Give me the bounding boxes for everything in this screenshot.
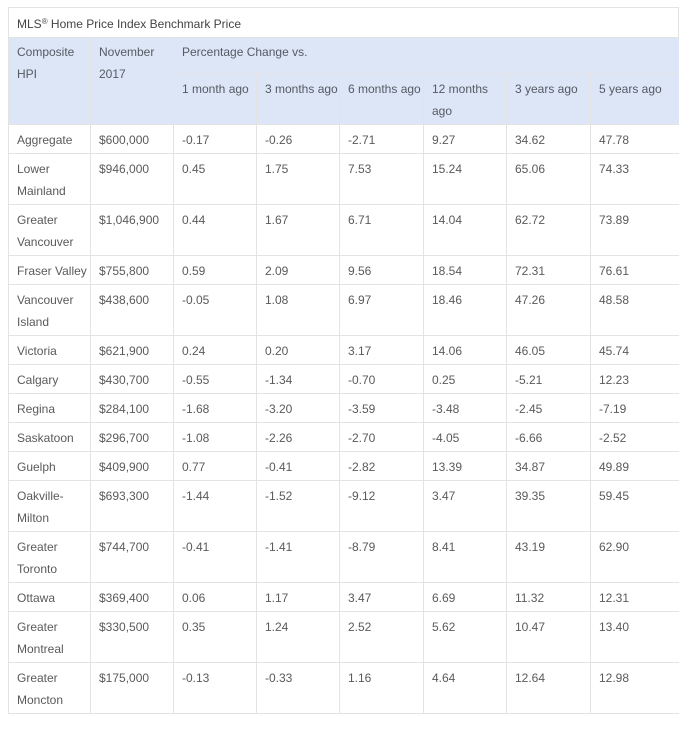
- percent-change-cell: -2.70: [340, 423, 424, 452]
- table-row: [9, 583, 679, 612]
- benchmark-price: $755,800: [91, 256, 174, 285]
- percent-change-cell: 76.61: [591, 256, 679, 285]
- percent-change-cell: 0.44: [174, 205, 257, 256]
- table-row: [9, 336, 679, 365]
- percent-change-cell: 12.98: [591, 663, 679, 714]
- benchmark-price: $330,500: [91, 612, 174, 663]
- period-header: 12 months ago: [424, 74, 507, 125]
- percent-change-cell: 65.06: [507, 154, 591, 205]
- percent-change-cell: 12.23: [591, 365, 679, 394]
- percent-change-cell: 47.78: [591, 125, 679, 154]
- percent-change-cell: -1.34: [257, 365, 340, 394]
- caption-prefix: MLS: [17, 17, 42, 31]
- percent-change-cell: -9.12: [340, 481, 424, 532]
- percent-change-cell: 74.33: [591, 154, 679, 205]
- table-row: [9, 365, 679, 394]
- benchmark-price: $1,046,900: [91, 205, 174, 256]
- percent-change-cell: 15.24: [424, 154, 507, 205]
- table-row: [9, 256, 679, 285]
- hpi-table-container: [8, 7, 679, 714]
- percent-change-cell: 3.47: [424, 481, 507, 532]
- header-row: [9, 38, 679, 74]
- benchmark-price: $744,700: [91, 532, 174, 583]
- percent-change-cell: 1.75: [257, 154, 340, 205]
- table-row: [9, 205, 679, 256]
- region-name: Ottawa: [9, 583, 91, 612]
- percent-change-cell: 12.31: [591, 583, 679, 612]
- region-name: Vancouver Island: [9, 285, 91, 336]
- table-row: [9, 532, 679, 583]
- percent-change-cell: 9.27: [424, 125, 507, 154]
- table-row: [9, 612, 679, 663]
- percent-change-cell: 18.46: [424, 285, 507, 336]
- region-name: Lower Mainland: [9, 154, 91, 205]
- percent-change-cell: 0.06: [174, 583, 257, 612]
- percent-change-cell: 45.74: [591, 336, 679, 365]
- percent-change-cell: 1.08: [257, 285, 340, 336]
- registered-mark: ®: [41, 17, 48, 26]
- percent-change-cell: 0.59: [174, 256, 257, 285]
- table-body: [9, 125, 679, 714]
- percent-change-cell: 1.16: [340, 663, 424, 714]
- percent-change-cell: -0.70: [340, 365, 424, 394]
- benchmark-price: $296,700: [91, 423, 174, 452]
- table-row: [9, 452, 679, 481]
- percent-change-cell: -5.21: [507, 365, 591, 394]
- benchmark-price: $693,300: [91, 481, 174, 532]
- percent-change-cell: 6.69: [424, 583, 507, 612]
- percent-change-cell: 7.53: [340, 154, 424, 205]
- period-header: 6 months ago: [340, 74, 424, 125]
- percent-change-cell: 0.24: [174, 336, 257, 365]
- benchmark-price: $430,700: [91, 365, 174, 394]
- table-row: [9, 423, 679, 452]
- region-name: Victoria: [9, 336, 91, 365]
- percent-change-cell: -0.41: [174, 532, 257, 583]
- percent-change-cell: 1.67: [257, 205, 340, 256]
- percent-change-cell: 13.40: [591, 612, 679, 663]
- percent-change-cell: -3.48: [424, 394, 507, 423]
- percent-change-cell: 12.64: [507, 663, 591, 714]
- region-name: Guelph: [9, 452, 91, 481]
- percent-change-cell: 0.45: [174, 154, 257, 205]
- percent-change-cell: 14.06: [424, 336, 507, 365]
- composite-hpi-header: Composite HPI: [9, 38, 91, 125]
- region-name: Greater Montreal: [9, 612, 91, 663]
- percent-change-cell: -0.05: [174, 285, 257, 336]
- table-row: [9, 125, 679, 154]
- percent-change-cell: -0.26: [257, 125, 340, 154]
- percent-change-cell: 14.04: [424, 205, 507, 256]
- percent-change-cell: -2.45: [507, 394, 591, 423]
- percent-change-cell: 13.39: [424, 452, 507, 481]
- benchmark-price: $175,000: [91, 663, 174, 714]
- percent-change-cell: 3.17: [340, 336, 424, 365]
- region-name: Saskatoon: [9, 423, 91, 452]
- region-name: Regina: [9, 394, 91, 423]
- percent-change-cell: -0.41: [257, 452, 340, 481]
- percent-change-cell: 49.89: [591, 452, 679, 481]
- benchmark-price: $369,400: [91, 583, 174, 612]
- month-header: November 2017: [91, 38, 174, 125]
- period-header: 3 years ago: [507, 74, 591, 125]
- percent-change-cell: 2.52: [340, 612, 424, 663]
- percent-change-cell: 18.54: [424, 256, 507, 285]
- percent-change-cell: -3.59: [340, 394, 424, 423]
- region-name: Aggregate: [9, 125, 91, 154]
- period-header: 3 months ago: [257, 74, 340, 125]
- percent-change-cell: -2.26: [257, 423, 340, 452]
- percent-change-cell: 72.31: [507, 256, 591, 285]
- benchmark-price: $621,900: [91, 336, 174, 365]
- percent-change-cell: 1.24: [257, 612, 340, 663]
- benchmark-price: $946,000: [91, 154, 174, 205]
- percent-change-cell: -1.44: [174, 481, 257, 532]
- percent-change-cell: -2.82: [340, 452, 424, 481]
- percent-change-cell: -1.52: [257, 481, 340, 532]
- percent-change-cell: -0.17: [174, 125, 257, 154]
- percent-change-cell: -4.05: [424, 423, 507, 452]
- percent-change-cell: 73.89: [591, 205, 679, 256]
- percent-change-cell: 6.97: [340, 285, 424, 336]
- percent-change-cell: 3.47: [340, 583, 424, 612]
- caption-text: Home Price Index Benchmark Price: [47, 17, 241, 31]
- percent-change-cell: 62.72: [507, 205, 591, 256]
- percent-change-cell: -2.52: [591, 423, 679, 452]
- percent-change-cell: -1.08: [174, 423, 257, 452]
- table-row: [9, 154, 679, 205]
- region-name: Greater Moncton: [9, 663, 91, 714]
- table-caption: [8, 7, 679, 37]
- percent-change-cell: 8.41: [424, 532, 507, 583]
- percent-change-cell: -7.19: [591, 394, 679, 423]
- region-name: Oakville-Milton: [9, 481, 91, 532]
- percent-change-cell: -8.79: [340, 532, 424, 583]
- table-row: [9, 663, 679, 714]
- percent-change-cell: -0.13: [174, 663, 257, 714]
- period-header: 5 years ago: [591, 74, 679, 125]
- region-name: Greater Vancouver: [9, 205, 91, 256]
- benchmark-price: $600,000: [91, 125, 174, 154]
- region-name: Calgary: [9, 365, 91, 394]
- percent-change-cell: 39.35: [507, 481, 591, 532]
- percentage-change-header: Percentage Change vs.: [174, 38, 679, 74]
- benchmark-price: $409,900: [91, 452, 174, 481]
- percent-change-cell: 34.87: [507, 452, 591, 481]
- table-row: [9, 481, 679, 532]
- percent-change-cell: 0.25: [424, 365, 507, 394]
- benchmark-price: $284,100: [91, 394, 174, 423]
- percent-change-cell: -0.55: [174, 365, 257, 394]
- percent-change-cell: 1.17: [257, 583, 340, 612]
- percent-change-cell: 62.90: [591, 532, 679, 583]
- percent-change-cell: 59.45: [591, 481, 679, 532]
- percent-change-cell: 2.09: [257, 256, 340, 285]
- hpi-table: [8, 37, 679, 714]
- benchmark-price: $438,600: [91, 285, 174, 336]
- percent-change-cell: 11.32: [507, 583, 591, 612]
- percent-change-cell: 6.71: [340, 205, 424, 256]
- percent-change-cell: 34.62: [507, 125, 591, 154]
- percent-change-cell: 48.58: [591, 285, 679, 336]
- percent-change-cell: 47.26: [507, 285, 591, 336]
- region-name: Fraser Valley: [9, 256, 91, 285]
- percent-change-cell: -6.66: [507, 423, 591, 452]
- period-header: 1 month ago: [174, 74, 257, 125]
- percent-change-cell: -2.71: [340, 125, 424, 154]
- percent-change-cell: 43.19: [507, 532, 591, 583]
- table-row: [9, 394, 679, 423]
- percent-change-cell: 5.62: [424, 612, 507, 663]
- percent-change-cell: 0.20: [257, 336, 340, 365]
- percent-change-cell: 4.64: [424, 663, 507, 714]
- percent-change-cell: 9.56: [340, 256, 424, 285]
- percent-change-cell: -0.33: [257, 663, 340, 714]
- percent-change-cell: 46.05: [507, 336, 591, 365]
- percent-change-cell: -3.20: [257, 394, 340, 423]
- table-row: [9, 285, 679, 336]
- percent-change-cell: -1.41: [257, 532, 340, 583]
- percent-change-cell: 10.47: [507, 612, 591, 663]
- percent-change-cell: 0.77: [174, 452, 257, 481]
- region-name: Greater Toronto: [9, 532, 91, 583]
- percent-change-cell: -1.68: [174, 394, 257, 423]
- percent-change-cell: 0.35: [174, 612, 257, 663]
